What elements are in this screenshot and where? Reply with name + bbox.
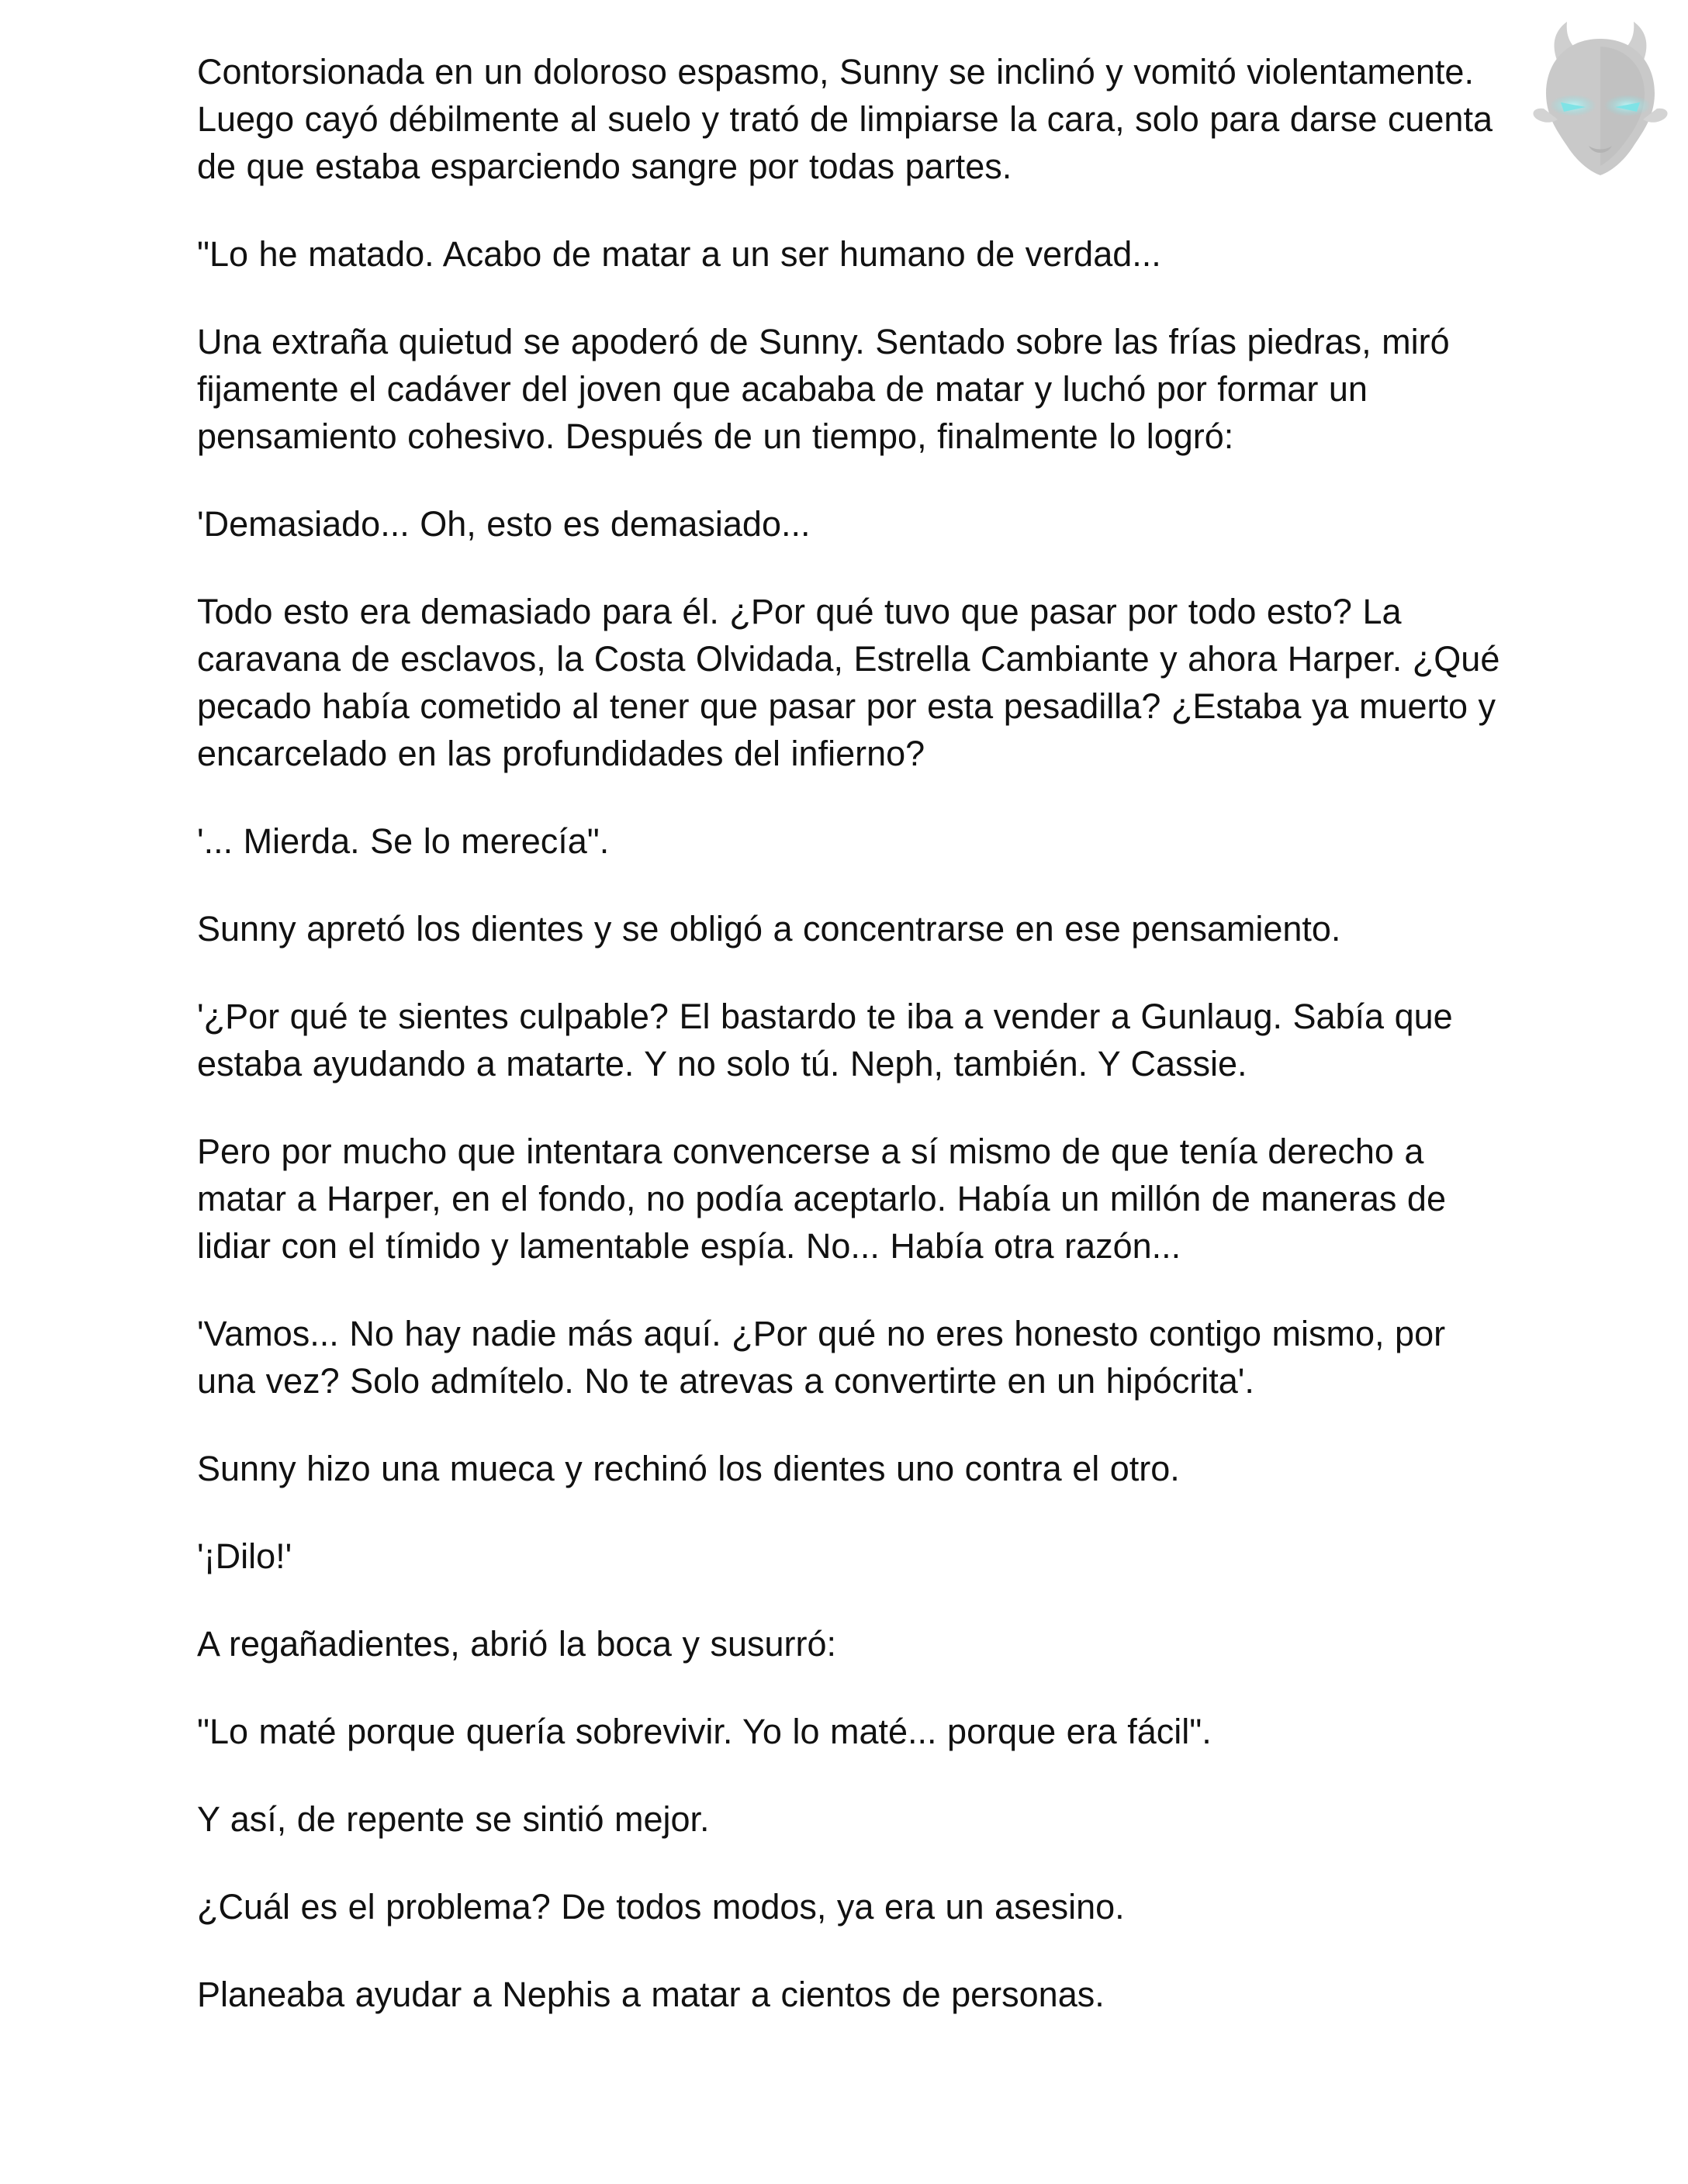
body-text [197,48,1500,2058]
paragraph-15: Y así, de repente se sintió mejor. [197,1799,710,1839]
paragraph-12: '¡Dilo!' [197,1536,292,1576]
paragraph-3: Una extraña quietud se apoderó de Sunny. Sentado sobre las frías piedras, miró fijamente el cadáver del joven que acababa de matar y luchó por formar un pensamiento cohesivo. Después de un tiempo, finalmente lo logró: [197,322,1450,456]
paragraph-13: A regañadientes, abrió la boca y susurró: [197,1624,836,1664]
paragraph-5: Todo esto era demasiado para él. ¿Por qué tuvo que pasar por todo esto? La caravana de esclavos, la Costa Olvidada, Estrella Cambiante y ahora Harper. ¿Qué pecado había cometido al tener que pasar por esta pesadilla? ¿Estaba ya muerto y encarcelado en las profundidades del infierno? [197,592,1500,773]
paragraph-1: Contorsionada en un doloroso espasmo, Sunny se inclinó y vomitó violentamente. Luego cayó débilmente al suelo y trató de limpiarse la cara, solo para darse cuenta de que estaba esparciendo sangre por todas partes. [197,52,1493,186]
paragraph-6: '... Mierda. Se lo merecía". [197,821,610,861]
paragraph-8: '¿Por qué te sientes culpable? El bastardo te iba a vender a Gunlaug. Sabía que estaba ayudando a matarte. Y no solo tú. Neph, también. Y Cassie. [197,997,1453,1083]
paragraph-14: "Lo maté porque quería sobrevivir. Yo lo maté... porque era fácil". [197,1712,1212,1751]
paragraph-4: 'Demasiado... Oh, esto es demasiado... [197,504,811,544]
paragraph-16: ¿Cuál es el problema? De todos modos, ya era un asesino. [197,1887,1125,1927]
paragraph-10: 'Vamos... No hay nadie más aquí. ¿Por qué no eres honesto contigo mismo, por una vez? Solo admítelo. No te atrevas a convertirte en un hipócrita'. [197,1314,1446,1401]
paragraph-7: Sunny apretó los dientes y se obligó a concentrarse en ese pensamiento. [197,909,1341,949]
paragraph-2: "Lo he matado. Acabo de matar a un ser humano de verdad... [197,234,1161,274]
paragraph-9: Pero por mucho que intentara convencerse a sí mismo de que tenía derecho a matar a Harper, en el fondo, no podía aceptarlo. Había un millón de maneras de lidiar con el tímido y lamentable espía. No... Había otra razón... [197,1132,1446,1266]
paragraph-17: Planeaba ayudar a Nephis a matar a cientos de personas. [197,1975,1105,2014]
paragraph-11: Sunny hizo una mueca y rechinó los dientes uno contra el otro. [197,1449,1180,1488]
demon-head-logo-icon [1527,16,1674,186]
